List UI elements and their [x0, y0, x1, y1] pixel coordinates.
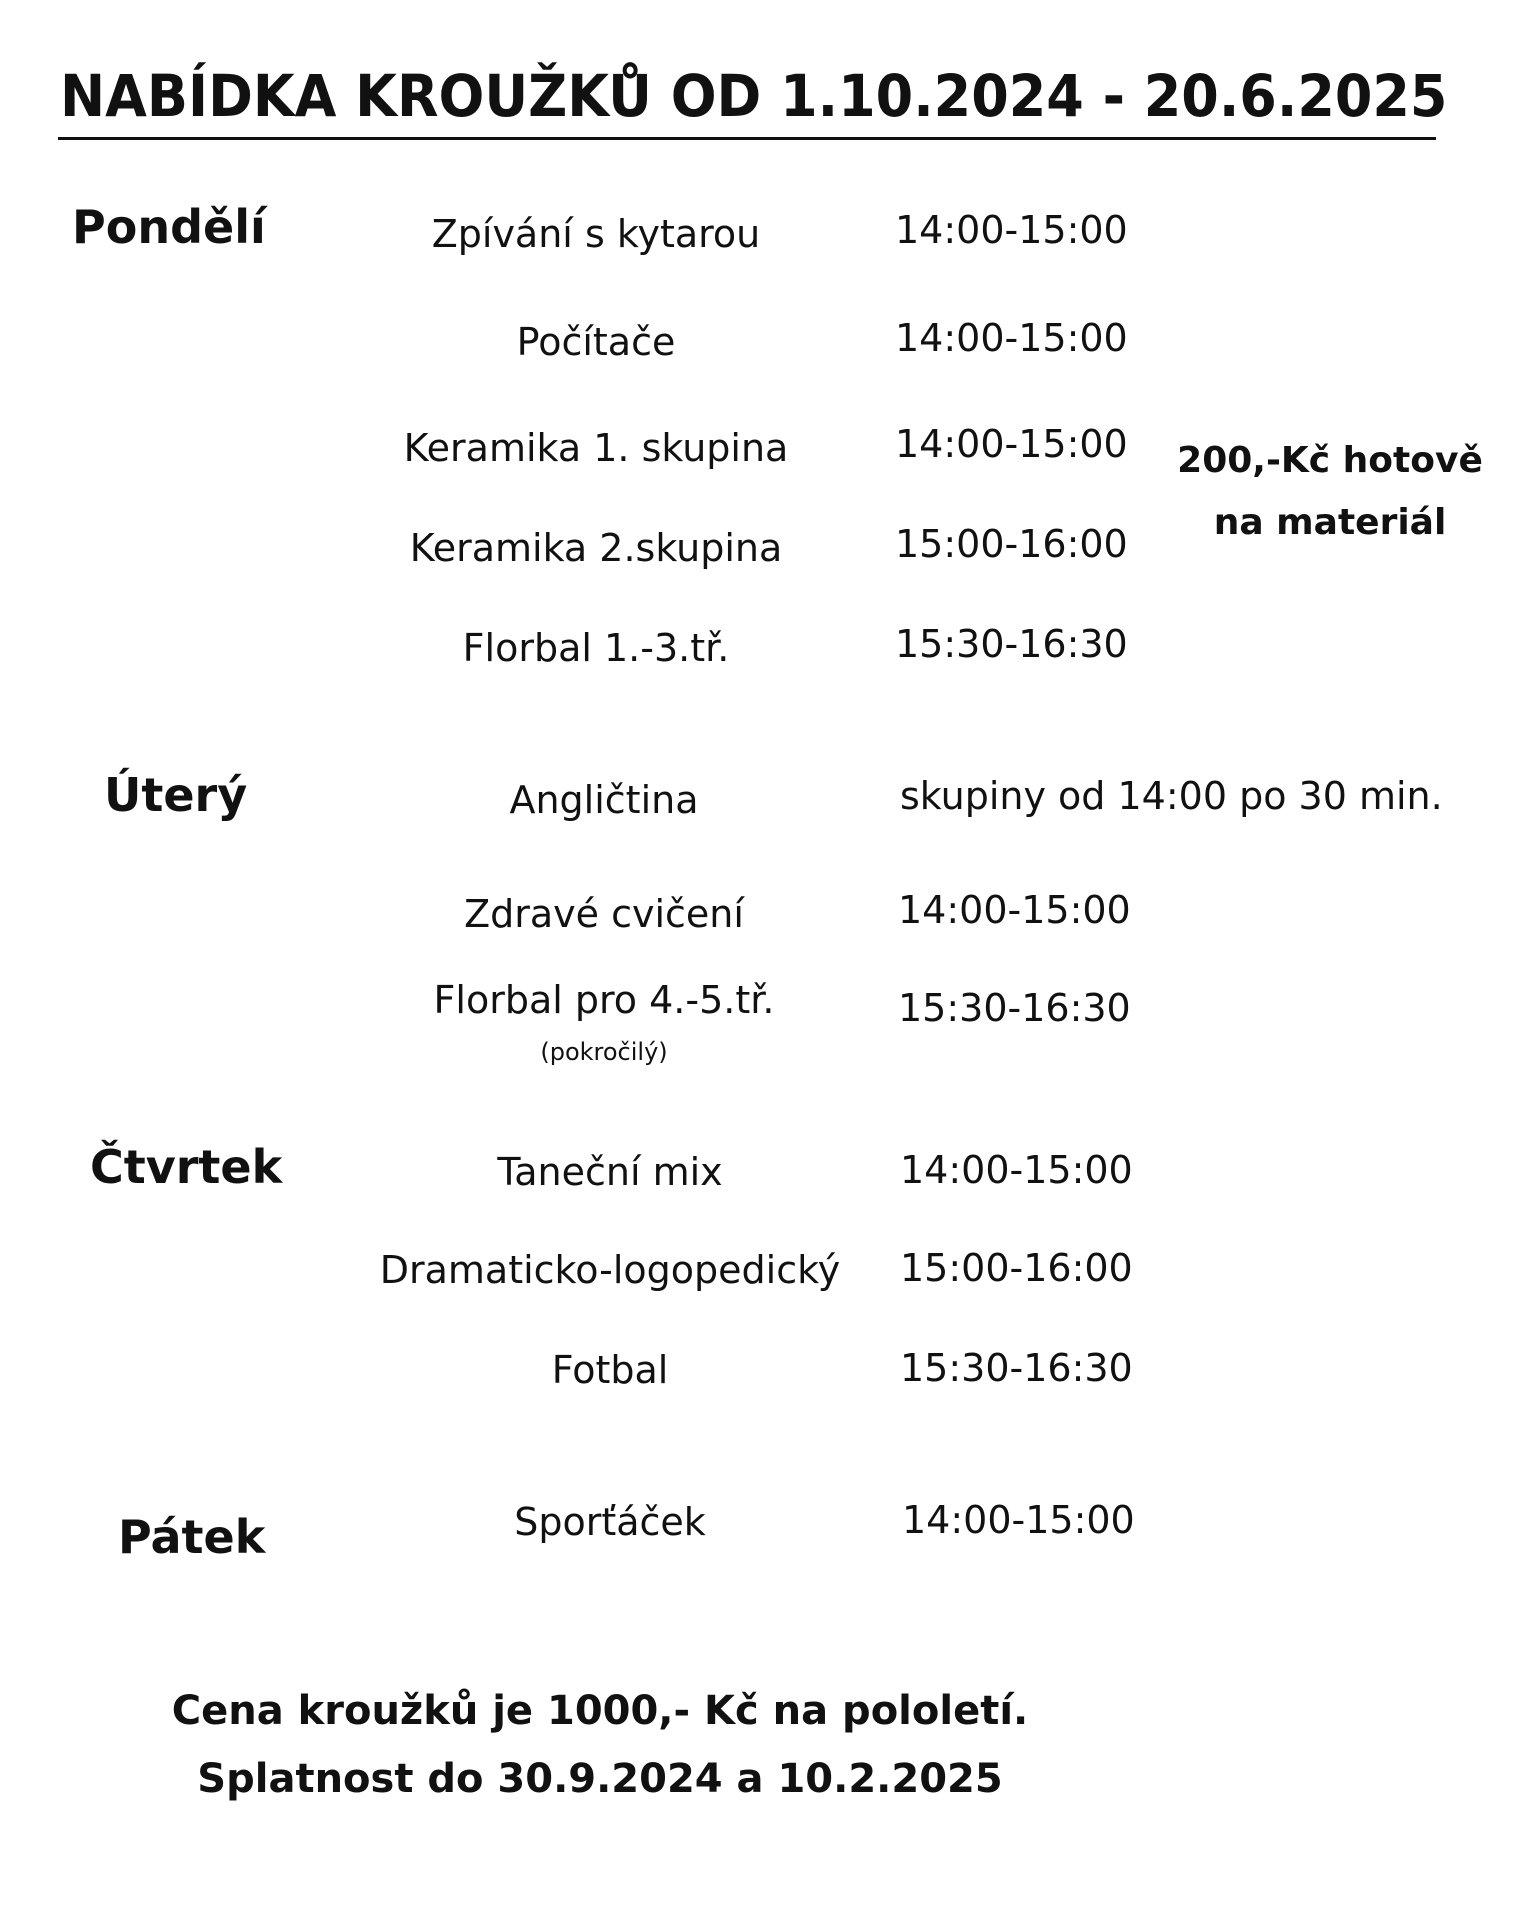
- payment-due-note: Splatnost do 30.9.2024 a 10.2.2025: [197, 1756, 1003, 1802]
- activity-time: 14:00-15:00: [895, 422, 1128, 466]
- activity-time: skupiny od 14:00 po 30 min.: [900, 774, 1443, 818]
- activity-time: 15:30-16:30: [895, 622, 1128, 666]
- price-note: Cena kroužků je 1000,- Kč na pololetí.: [171, 1688, 1029, 1734]
- ceramics-fee-note-line2: na materiál: [1213, 502, 1447, 543]
- activity-time: 14:00-15:00: [902, 1498, 1135, 1542]
- activity-time: 14:00-15:00: [895, 316, 1128, 360]
- title-underline: [58, 137, 1436, 140]
- activity-name: Keramika 1. skupina: [403, 426, 789, 470]
- activity-name: Počítače: [516, 320, 676, 364]
- activity-name: Sporťáček: [514, 1500, 706, 1544]
- day-friday: Pátek: [118, 1510, 266, 1564]
- activity-name: Angličtina: [509, 778, 699, 822]
- activity-name: Taneční mix: [497, 1150, 723, 1194]
- day-monday: Pondělí: [72, 200, 266, 254]
- activity-name: Zpívání s kytarou: [431, 212, 761, 256]
- activity-time: 14:00-15:00: [898, 888, 1131, 932]
- activity-name: Keramika 2.skupina: [409, 526, 783, 570]
- activity-name: Fotbal: [551, 1348, 669, 1392]
- activity-time: 15:30-16:30: [900, 1346, 1133, 1390]
- activity-time: 14:00-15:00: [900, 1148, 1133, 1192]
- activity-time: 14:00-15:00: [895, 208, 1128, 252]
- day-thursday: Čtvrtek: [90, 1140, 283, 1194]
- activity-name: Florbal 1.-3.tř.: [462, 626, 730, 670]
- activity-time: 15:00-16:00: [895, 522, 1128, 566]
- activity-name: Zdravé cvičení: [464, 892, 744, 936]
- activity-name: Florbal pro 4.-5.tř.: [433, 978, 775, 1022]
- activity-time: 15:30-16:30: [898, 986, 1131, 1030]
- activity-name: Dramaticko-logopedický: [379, 1248, 841, 1292]
- ceramics-fee-note-line1: 200,-Kč hotově: [1177, 440, 1483, 481]
- day-tuesday: Úterý: [104, 768, 248, 822]
- page-title: NABÍDKA KROUŽKŮ OD 1.10.2024 - 20.6.2025: [60, 62, 1448, 130]
- activity-time: 15:00-16:00: [900, 1246, 1133, 1290]
- activity-subnote: (pokročilý): [540, 1038, 668, 1066]
